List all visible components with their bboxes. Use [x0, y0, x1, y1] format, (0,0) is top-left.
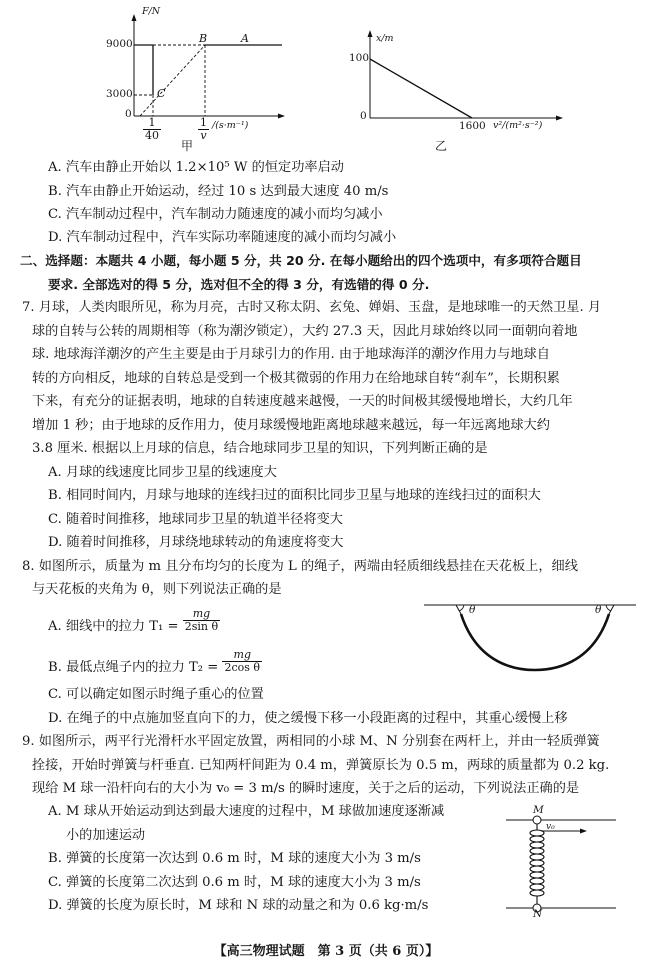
- q9-stem-line2: 拴接，开始时弹簧与杆垂直. 已知两杆间距为 0.4 m，弹簧原长为 0.5 m，两球的质量都为 0.2 kg.: [32, 758, 610, 773]
- jia-x-tick-1-den: 40: [145, 129, 159, 142]
- section2-heading-line1: 二、选择题：本题共 4 小题，每小题 5 分，共 20 分. 在每小题给出的四个选项中，有多项符合题目: [20, 253, 582, 268]
- yi-caption: 乙: [435, 139, 448, 153]
- jia-y-tick-3000: 3000: [106, 88, 133, 100]
- yi-y-label: x/m: [376, 33, 394, 44]
- jia-y-arrow: [132, 14, 137, 21]
- q8-option-b-num: mg: [222, 649, 262, 662]
- jia-x-arrow: [278, 114, 285, 119]
- left-angle-arc: [459, 605, 464, 611]
- q8-rope-figure: [418, 598, 642, 678]
- q8-option-a-fraction: [183, 608, 220, 633]
- yi-y-tick-100: 100: [349, 52, 370, 64]
- jia-caption: 甲: [181, 139, 194, 153]
- page-footer: 【高三物理试题 第 3 页（共 6 页）】: [213, 944, 439, 959]
- q7-option-b: B. 相同时间内，月球与地球的连线扫过的面积比同步卫星与地球的连线扫过的面积大: [48, 488, 541, 503]
- q9-option-c: C. 弹簧的长度第二次达到 0.6 m 时，M 球的速度大小为 3 m/s: [48, 875, 421, 890]
- q7-stem-line4: 转的方向相反，地球的自转总是受到一个极其微弱的作用力在给地球自转“刹车”，长期积累: [32, 371, 560, 386]
- yi-x-label: v²/(m²·s⁻²): [493, 120, 543, 131]
- q8-stem-line1: 8. 如图所示，质量为 m 且分布均匀的长度为 L 的绳子，两端由轻质细线悬挂在天花板上，细线: [22, 559, 578, 574]
- q8-option-b-den: 2cos θ: [224, 661, 261, 674]
- q9-stem-line3: 现给 M 球一沿杆向右的大小为 v₀ = 3 m/s 的瞬时速度，关于之后的运动，下列说法正确的是: [32, 781, 580, 796]
- q8-option-b-fraction: [222, 649, 262, 674]
- jia-point-a: A: [241, 32, 249, 45]
- q9-option-a-line2: 小的加速运动: [66, 828, 146, 843]
- jia-x-tick-2-num: 1: [200, 116, 207, 129]
- q8-stem-line2: 与天花板的夹角为 θ，则下列说法正确的是: [32, 582, 282, 597]
- jia-y-label: F/N: [142, 6, 161, 17]
- q9-option-b: B. 弹簧的长度第一次达到 0.6 m 时，M 球的速度大小为 3 m/s: [48, 851, 421, 866]
- q8-option-b-prefix: B. 最低点绳子内的拉力 T₂ =: [48, 660, 219, 675]
- ball-m: [533, 816, 541, 824]
- q8-theta-left: θ: [469, 604, 476, 616]
- jia-point-b: B: [199, 32, 208, 45]
- yi-y-arrow: [368, 30, 373, 37]
- q8-option-d: D. 在绳子的中点施加竖直向下的力，使之缓慢下移一小段距离的过程中，其重心缓慢上移: [48, 711, 568, 726]
- q9-option-d: D. 弹簧的长度为原长时，M 球和 N 球的动量之和为 0.6 kg·m/s: [48, 898, 429, 913]
- q9-label-m: M: [533, 804, 544, 816]
- jia-origin: 0: [125, 108, 132, 120]
- yi-x-arrow: [556, 116, 563, 121]
- q7-stem-line5: 下来，有充分的证据表明，地球的自转速度越来越慢，一天的时间极其缓慢地增长，大约几年: [32, 394, 573, 409]
- q7-option-d: D. 随着时间推移，月球绕地球转动的角速度将变大: [48, 535, 344, 550]
- jia-dash-oblique: [140, 45, 205, 116]
- q9-spring-figure: [500, 808, 620, 920]
- q6-option-a: A. 汽车由静止开始以 1.2×10⁵ W 的恒定功率启动: [48, 160, 344, 175]
- q8-option-a-num: mg: [183, 608, 220, 621]
- q8-option-c: C. 可以确定如图示时绳子重心的位置: [48, 687, 264, 702]
- q7-stem-line2: 球的自转与公转的周期相等（称为潮汐锁定），大约 27.3 天，因此月球始终以同一面朝向着地: [32, 324, 578, 339]
- yi-x-tick-1600: 1600: [459, 120, 486, 132]
- q6-option-d: D. 汽车制动过程中，汽车实际功率随速度的减小而均匀减小: [48, 230, 397, 245]
- jia-x-tick-1: [143, 117, 161, 142]
- q8-option-a: [48, 607, 220, 639]
- q7-option-a: A. 月球的线速度比同步卫星的线速度大: [48, 465, 277, 480]
- jia-point-c: C: [157, 87, 166, 100]
- jia-x-unit: /(s·m⁻¹): [212, 120, 249, 131]
- q6-option-c: C. 汽车制动过程中，汽车制动力随速度的减小而均匀减小: [48, 207, 383, 222]
- right-thread: [609, 605, 614, 614]
- section2-heading-line2: 要求. 全部选对的得 5 分，选对但不全的得 3 分，有选错的得 0 分.: [48, 277, 430, 292]
- jia-x-tick-2-den: v: [200, 129, 207, 142]
- yi-line: [370, 59, 472, 118]
- q8-option-a-prefix: A. 细线中的拉力 T₁ =: [48, 619, 179, 634]
- q7-option-c: C. 随着时间推移，地球同步卫星的轨道半径将变大: [48, 512, 343, 527]
- q7-stem-line7: 3.8 厘米. 根据以上月球的信息，结合地球同步卫星的知识，下列判断正确的是: [32, 441, 488, 456]
- right-angle-arc: [606, 605, 611, 611]
- q7-stem-line6: 增加 1 秒；由于地球的反作用力，使月球缓慢地距离地球越来越远，每一年远离地球大约: [32, 418, 550, 433]
- left-thread: [456, 605, 461, 614]
- velocity-arrowhead: [580, 829, 587, 834]
- q7-stem-line1: 7. 月球，人类肉眼所见，称为月亮，古时又称太阴、玄兔、婵娟、玉盘，是地球唯一的天然卫星. 月: [22, 300, 602, 315]
- q8-theta-right: θ: [595, 604, 602, 616]
- spring: [530, 824, 544, 904]
- jia-x-tick-1-num: 1: [143, 117, 161, 130]
- q9-option-a-line1: A. M 球从开始运动到达到最大速度的过程中，M 球做加速度逐渐减: [48, 804, 445, 819]
- rope: [461, 614, 609, 670]
- q6-option-b: B. 汽车由静止开始运动，经过 10 s 达到最大速度 40 m/s: [48, 184, 389, 199]
- q8-option-b: [48, 648, 262, 680]
- q9-label-n: N: [533, 908, 543, 920]
- jia-x-tick-2: [198, 117, 209, 142]
- q9-stem-line1: 9. 如图所示，两平行光滑杆水平固定放置，两相同的小球 M、N 分别套在两杆上，并由一轻质弹簧: [22, 734, 600, 749]
- q9-label-v0: v₀: [546, 822, 555, 832]
- jia-y-tick-9000: 9000: [106, 38, 133, 50]
- q7-stem-line3: 球. 地球海洋潮汐的产生主要是由于月球引力的作用. 由于地球海洋的潮汐作用力与地球自: [32, 347, 550, 362]
- yi-origin: 0: [360, 110, 367, 122]
- q8-option-a-den: 2sin θ: [184, 620, 219, 633]
